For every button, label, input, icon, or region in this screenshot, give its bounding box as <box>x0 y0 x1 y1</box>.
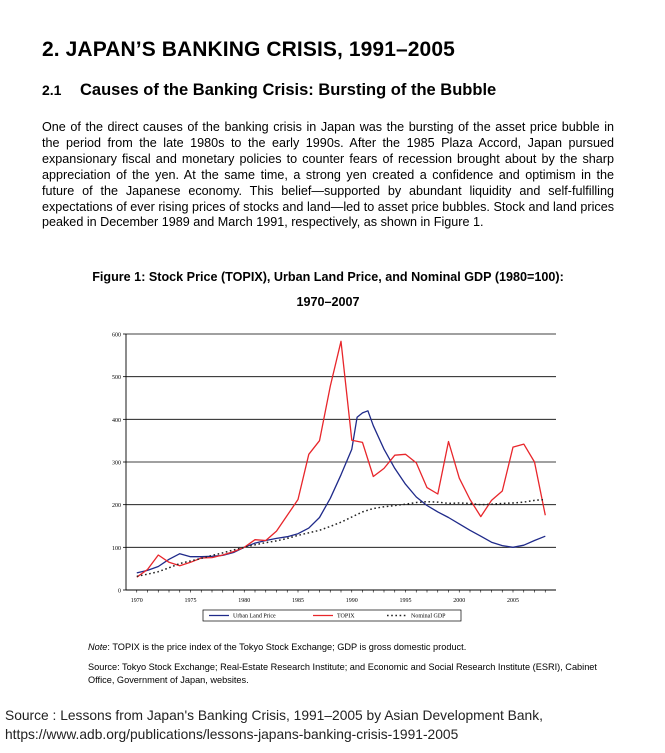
legend-label-topix: TOPIX <box>337 613 355 620</box>
note-label: Note <box>88 642 108 652</box>
y-tick-label-0: 0 <box>118 588 121 595</box>
note-text: : TOPIX is the price index of the Tokyo Stock Exchange; GDP is gross domestic product. <box>107 642 467 652</box>
caption-url[interactable]: https://www.adb.org/publications/lessons-japans-banking-crisis-1991-2005 <box>5 727 459 742</box>
y-tick-label-200: 200 <box>112 503 121 510</box>
figure-title-line2: 1970–2007 <box>296 295 360 309</box>
y-tick-label-600: 600 <box>112 332 121 339</box>
body-paragraph: One of the direct causes of the banking crisis in Japan was the bursting of the asset price bubble in the period from the late 1980s to the early 1990s. After the 1985 Plaza Accord, Japan pursued expansionary fiscal and monetary policies to counter fears of recession brought about by the sharp appreciation of the yen. At the same time, a strong yen created a confidence and optimism in the future of the Japanese economy. This belief—supported by abundant liquidity and self-fulfilling expectations of ever rising prices of stocks and land—led to asset price bubbles. Stock and land prices peaked in December 1989 and March 1991, respectively, as shown in Figure 1. <box>42 120 614 230</box>
x-tick-label-1995: 1995 <box>399 598 412 604</box>
legend-label-nominal-gdp: Nominal GDP <box>411 613 446 620</box>
section-heading: 2. JAPAN’S BANKING CRISIS, 1991–2005 <box>42 38 455 61</box>
figure-title-line1: Figure 1: Stock Price (TOPIX), Urban Land Price, and Nominal GDP (1980=100): <box>92 270 564 284</box>
series-line-urban-land-price <box>137 411 546 573</box>
figure-note <box>88 642 466 652</box>
legend-label-urban-land-price: Urban Land Price <box>233 613 276 620</box>
line-chart <box>108 326 578 632</box>
x-tick-label-2000: 2000 <box>453 598 466 604</box>
image-caption <box>5 706 660 744</box>
x-tick-label-1975: 1975 <box>184 598 197 604</box>
subsection-title: Causes of the Banking Crisis: Bursting of the Bubble <box>80 81 497 99</box>
y-tick-label-500: 500 <box>112 375 121 382</box>
x-tick-label-1990: 1990 <box>345 598 358 604</box>
x-tick-label-2005: 2005 <box>507 598 519 604</box>
x-tick-label-1980: 1980 <box>238 598 251 604</box>
y-tick-label-400: 400 <box>112 417 121 424</box>
x-tick-label-1985: 1985 <box>292 598 304 604</box>
y-tick-label-100: 100 <box>112 545 121 552</box>
caption-line1: Source : Lessons from Japan's Banking Crisis, 1991–2005 by Asian Development Bank, <box>5 708 543 723</box>
figure-source: Source: Tokyo Stock Exchange; Real-Estate Research Institute; and Economic and Social Research Institute (ESRI), Cabinet Office, Government of Japan, websites. <box>88 662 597 685</box>
subsection-number: 2.1 <box>42 82 62 98</box>
x-tick-label-1970: 1970 <box>130 598 143 604</box>
subsection-heading <box>42 81 496 100</box>
y-tick-label-300: 300 <box>112 460 121 467</box>
